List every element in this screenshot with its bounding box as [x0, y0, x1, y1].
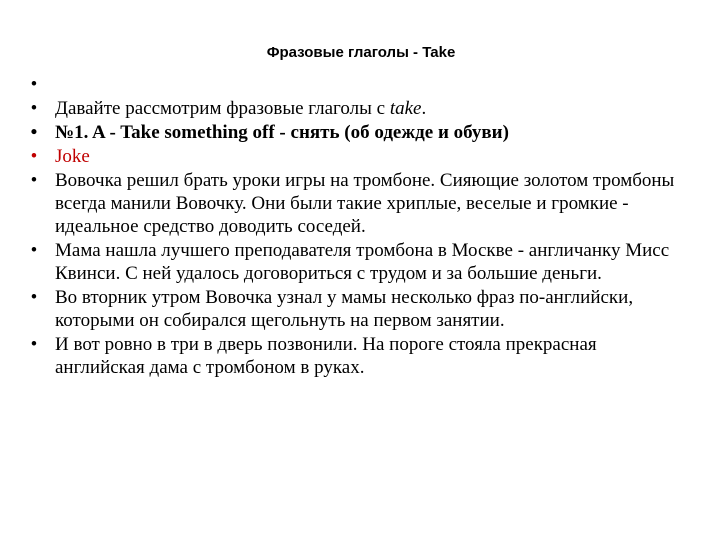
bullet-icon: • [30, 74, 38, 95]
bullet-list [28, 73, 678, 380]
list-item-paragraph-1 [28, 169, 678, 238]
bullet-icon: • [30, 146, 38, 167]
bullet-icon: • [30, 98, 38, 119]
bullet-icon: • [30, 170, 38, 191]
slide-title [0, 44, 720, 61]
list-item-text: №1. A - Take something off - снять (об одежде и обуви) [55, 122, 509, 143]
list-item-text-italic: take [389, 98, 422, 119]
list-item-paragraph-3 [28, 286, 678, 332]
bullet-icon: • [30, 240, 38, 261]
slide-title-text: Фразовые глаголы - Take [266, 44, 456, 61]
list-item-paragraph-2 [28, 239, 678, 285]
list-item-text-before: Давайте рассмотрим фразовые глаголы с [55, 98, 390, 119]
list-item-joke [28, 145, 678, 168]
list-item-text: Joke [55, 146, 90, 167]
bullet-icon: • [30, 287, 38, 308]
list-item-text-after: . [421, 98, 427, 119]
list-item-paragraph-4 [28, 333, 678, 379]
bullet-icon: • [30, 334, 38, 355]
list-item-text: Вовочка решил брать уроки игры на тромбоне. Сияющие золотом тромбоны всегда манили Вовочку. Они были такие хриплые, веселые и громкие - идеальное средство доводить соседей. [55, 170, 675, 237]
list-item-text: Во вторник утром Вовочка узнал у мамы несколько фраз по-английски, которыми он собирался щегольнуть на первом занятии. [55, 287, 634, 331]
list-item-intro [28, 97, 678, 120]
list-item-empty [28, 73, 678, 96]
list-item-heading [28, 121, 678, 144]
bullet-icon: • [30, 122, 38, 143]
list-item-text: Мама нашла лучшего преподавателя тромбона в Москве - англичанку Мисс Квинси. С ней удалось договориться с трудом и за большие деньги. [55, 240, 670, 284]
list-item-text: И вот ровно в три в дверь позвонили. На пороге стояла прекрасная английская дама с тромбоном в руках. [55, 334, 597, 378]
